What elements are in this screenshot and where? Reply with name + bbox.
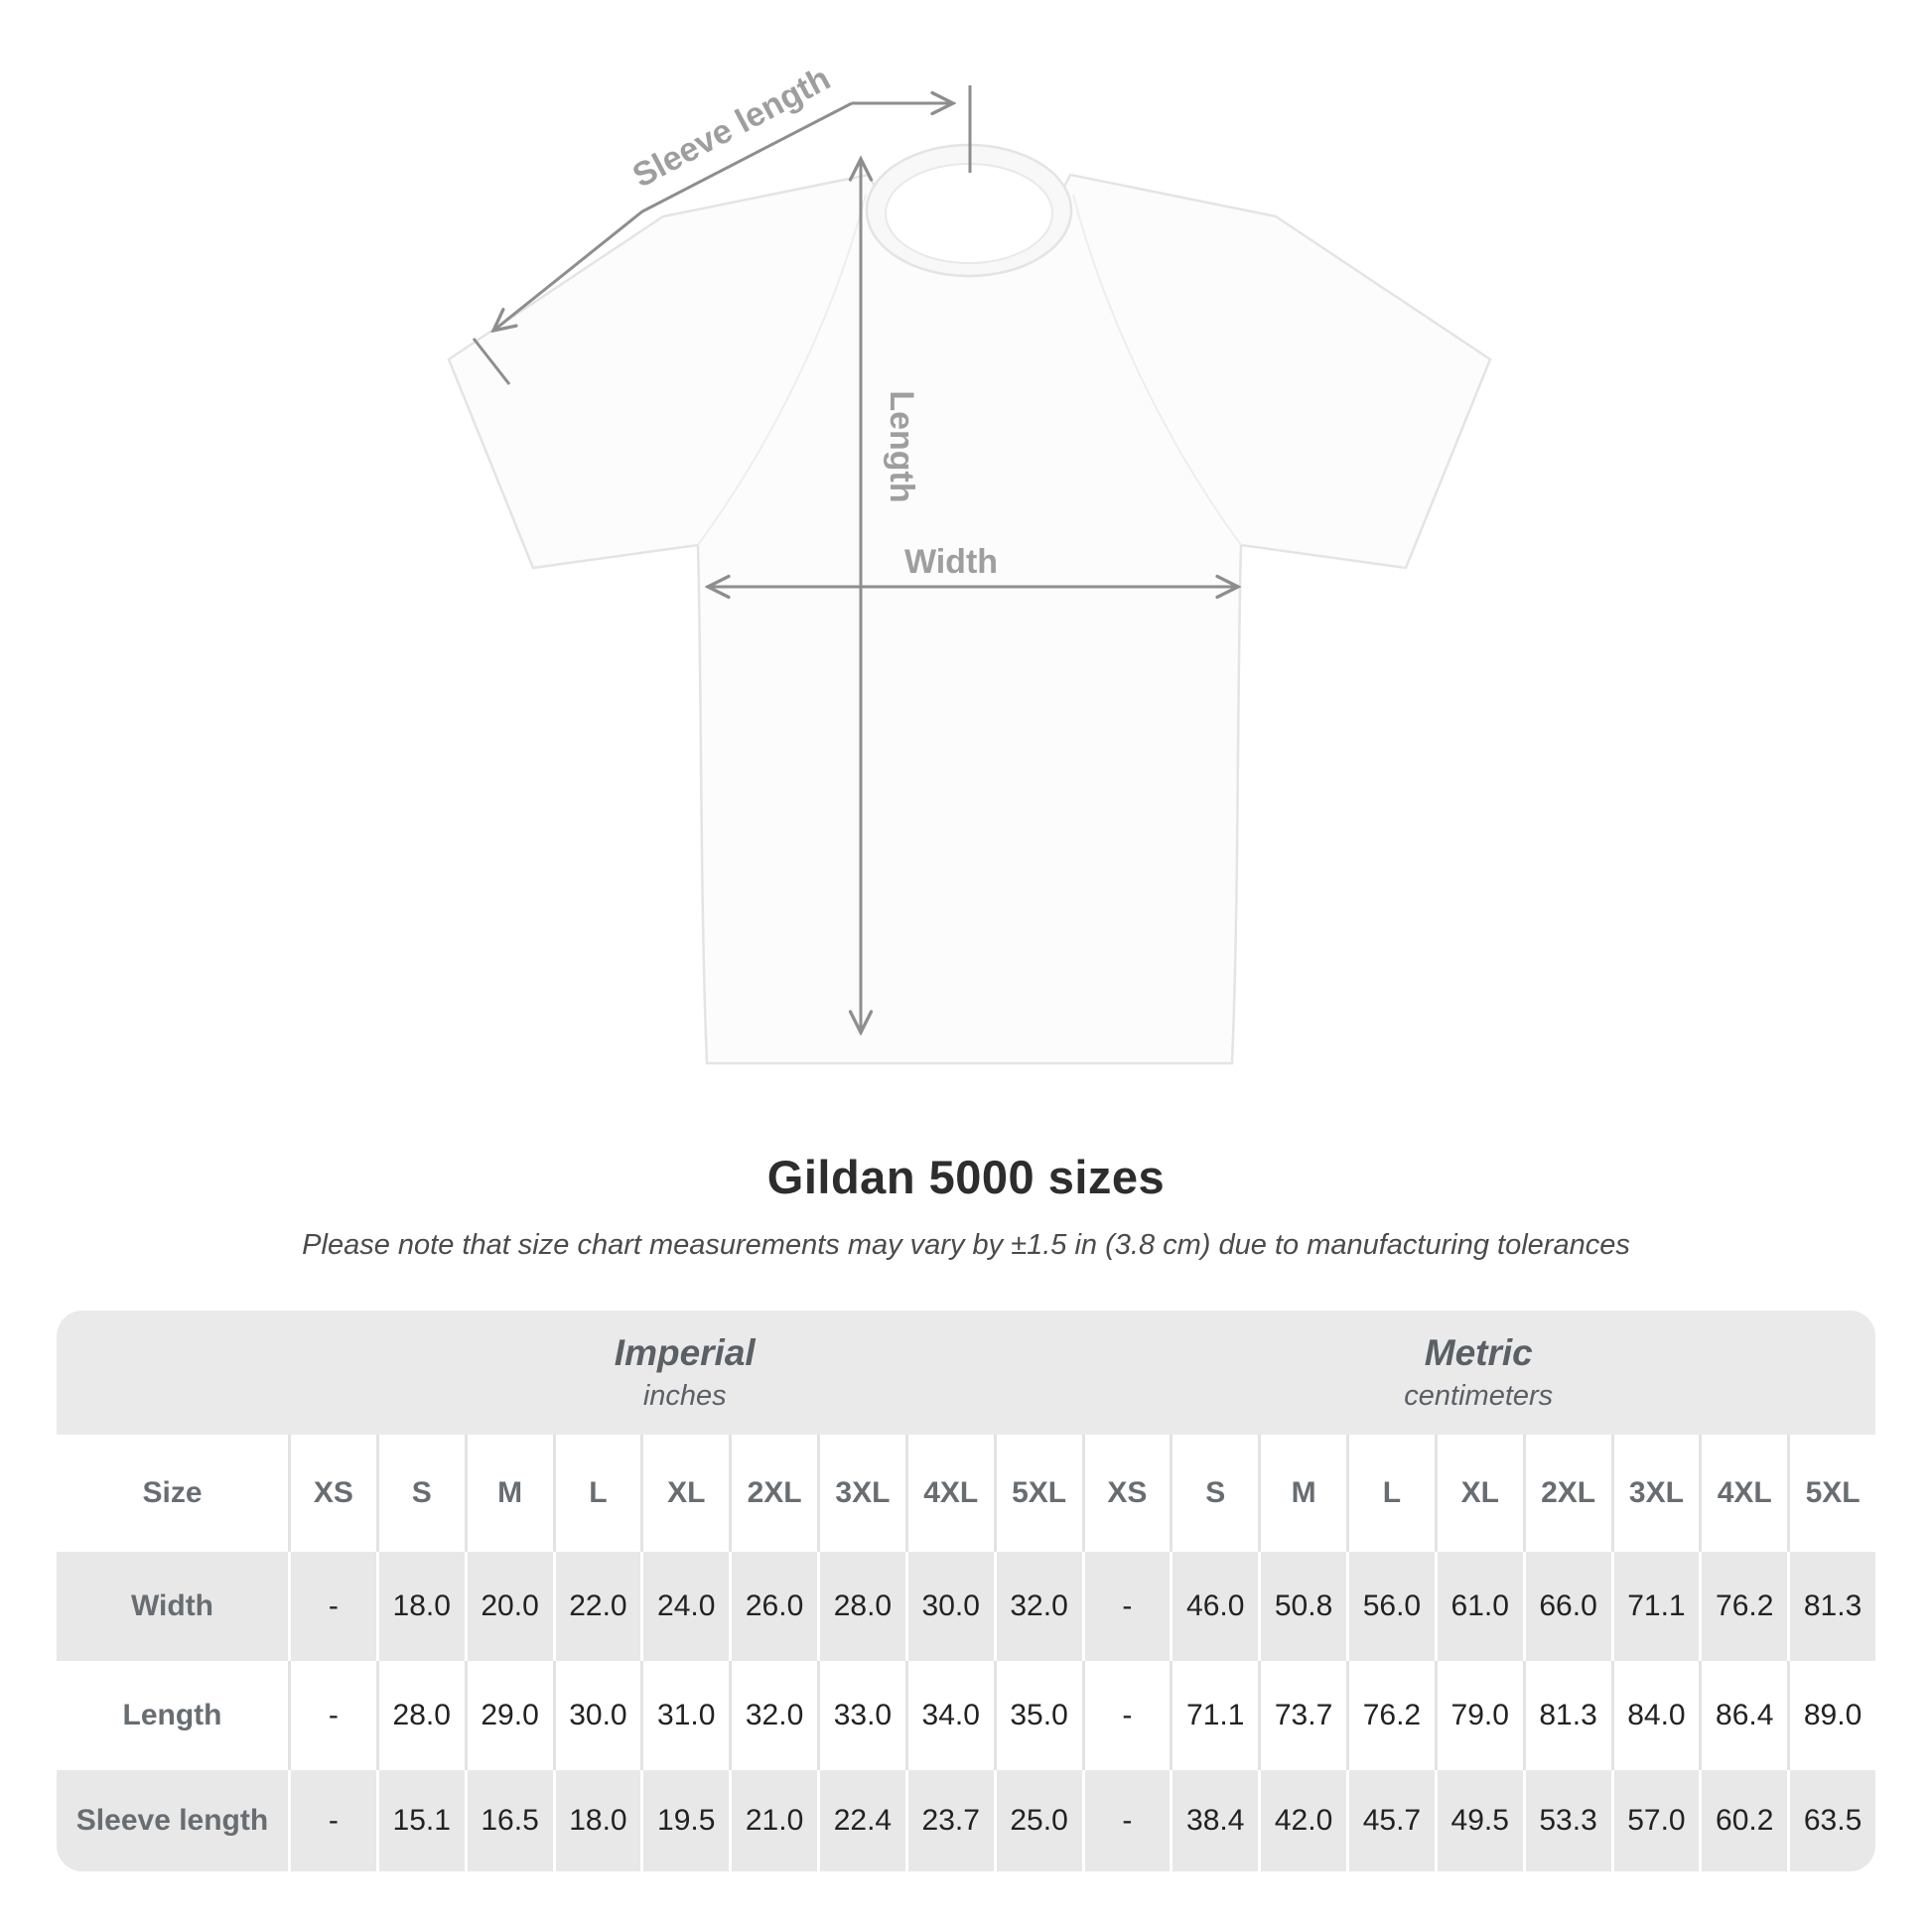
value-cell-metric: - xyxy=(1082,1661,1171,1770)
size-label-imperial-m: M xyxy=(465,1435,553,1552)
value-cell-metric: 60.2 xyxy=(1699,1770,1787,1871)
size-label-metric-xs: XS xyxy=(1082,1435,1171,1552)
size-header-row xyxy=(57,1435,1875,1552)
value-cell-metric: 45.7 xyxy=(1346,1770,1435,1871)
value-cell-imperial: 15.1 xyxy=(376,1770,465,1871)
size-label-metric-l: L xyxy=(1346,1435,1435,1552)
value-cell-imperial: 30.0 xyxy=(553,1661,641,1770)
value-cell-imperial: 23.7 xyxy=(905,1770,994,1871)
tolerance-note: Please note that size chart measurements may vary by ±1.5 in (3.8 cm) due to manufacturing tolerances xyxy=(302,1229,1630,1261)
size-label-imperial-3xl: 3XL xyxy=(817,1435,905,1552)
value-cell-imperial: 30.0 xyxy=(905,1552,994,1661)
table-row-width xyxy=(57,1552,1875,1661)
imperial-unit-header xyxy=(288,1311,1082,1435)
size-label-metric-2xl: 2XL xyxy=(1523,1435,1611,1552)
value-cell-metric: 73.7 xyxy=(1258,1661,1346,1770)
value-cell-metric: 71.1 xyxy=(1611,1552,1700,1661)
value-cell-imperial: - xyxy=(288,1770,376,1871)
size-label-metric-s: S xyxy=(1170,1435,1258,1552)
value-cell-imperial: 28.0 xyxy=(817,1552,905,1661)
value-cell-metric: 42.0 xyxy=(1258,1770,1346,1871)
value-cell-imperial: 33.0 xyxy=(817,1661,905,1770)
metric-label: Metric xyxy=(1424,1332,1533,1373)
value-cell-metric: 46.0 xyxy=(1170,1552,1258,1661)
value-cell-imperial: - xyxy=(288,1552,376,1661)
size-label-imperial-2xl: 2XL xyxy=(729,1435,817,1552)
value-cell-metric: 76.2 xyxy=(1699,1552,1787,1661)
value-cell-imperial: 28.0 xyxy=(376,1661,465,1770)
value-cell-imperial: 22.4 xyxy=(817,1770,905,1871)
size-header-cell: Size xyxy=(57,1435,288,1552)
value-cell-imperial: 22.0 xyxy=(553,1552,641,1661)
value-cell-imperial: 19.5 xyxy=(640,1770,729,1871)
size-label-imperial-s: S xyxy=(376,1435,465,1552)
value-cell-imperial: 16.5 xyxy=(465,1770,553,1871)
value-cell-imperial: 20.0 xyxy=(465,1552,553,1661)
value-cell-metric: 50.8 xyxy=(1258,1552,1346,1661)
size-label-metric-m: M xyxy=(1258,1435,1346,1552)
table-row-sleeve-length xyxy=(57,1770,1875,1871)
width-label: Width xyxy=(903,543,999,581)
row-label-cell: Length xyxy=(57,1661,288,1770)
value-cell-metric: 76.2 xyxy=(1346,1661,1435,1770)
value-cell-metric: 56.0 xyxy=(1346,1552,1435,1661)
value-cell-imperial: 32.0 xyxy=(994,1552,1082,1661)
unit-header-row xyxy=(57,1311,1875,1435)
value-cell-metric: 53.3 xyxy=(1523,1770,1611,1871)
size-label-imperial-l: L xyxy=(553,1435,641,1552)
value-cell-imperial: 18.0 xyxy=(376,1552,465,1661)
value-cell-metric: 49.5 xyxy=(1435,1770,1523,1871)
value-cell-metric: 81.3 xyxy=(1523,1661,1611,1770)
imperial-label: Imperial xyxy=(614,1332,756,1373)
page-title: Gildan 5000 sizes xyxy=(766,1151,1166,1203)
value-cell-metric: 81.3 xyxy=(1787,1552,1875,1661)
metric-unit: centimeters xyxy=(1404,1380,1554,1412)
value-cell-imperial: 34.0 xyxy=(905,1661,994,1770)
value-cell-imperial: 29.0 xyxy=(465,1661,553,1770)
value-cell-metric: 84.0 xyxy=(1611,1661,1700,1770)
value-cell-metric: 61.0 xyxy=(1435,1552,1523,1661)
length-label: Length xyxy=(883,390,920,503)
value-cell-imperial: 21.0 xyxy=(729,1770,817,1871)
value-cell-imperial: - xyxy=(288,1661,376,1770)
value-cell-metric: 79.0 xyxy=(1435,1661,1523,1770)
imperial-unit: inches xyxy=(642,1380,727,1412)
value-cell-imperial: 32.0 xyxy=(729,1661,817,1770)
sleeve-length-label: Sleeve length xyxy=(626,60,837,196)
value-cell-imperial: 24.0 xyxy=(640,1552,729,1661)
value-cell-imperial: 26.0 xyxy=(729,1552,817,1661)
value-cell-imperial: 18.0 xyxy=(553,1770,641,1871)
size-label-metric-5xl: 5XL xyxy=(1787,1435,1875,1552)
table-row-length xyxy=(57,1661,1875,1770)
size-label-metric-3xl: 3XL xyxy=(1611,1435,1700,1552)
metric-unit-header xyxy=(1082,1311,1876,1435)
size-label-imperial-5xl: 5XL xyxy=(994,1435,1082,1552)
size-label-imperial-xl: XL xyxy=(640,1435,729,1552)
size-label-metric-4xl: 4XL xyxy=(1699,1435,1787,1552)
value-cell-metric: 66.0 xyxy=(1523,1552,1611,1661)
value-cell-metric: 38.4 xyxy=(1170,1770,1258,1871)
value-cell-metric: - xyxy=(1082,1552,1171,1661)
value-cell-imperial: 35.0 xyxy=(994,1661,1082,1770)
value-cell-imperial: 25.0 xyxy=(994,1770,1082,1871)
value-cell-metric: - xyxy=(1082,1770,1171,1871)
row-label-cell: Width xyxy=(57,1552,288,1661)
size-table-grid xyxy=(57,1435,1875,1871)
value-cell-metric: 63.5 xyxy=(1787,1770,1875,1871)
size-label-imperial-4xl: 4XL xyxy=(905,1435,994,1552)
value-cell-imperial: 31.0 xyxy=(640,1661,729,1770)
value-cell-metric: 86.4 xyxy=(1699,1661,1787,1770)
value-cell-metric: 57.0 xyxy=(1611,1770,1700,1871)
size-label-imperial-xs: XS xyxy=(288,1435,376,1552)
value-cell-metric: 89.0 xyxy=(1787,1661,1875,1770)
value-cell-metric: 71.1 xyxy=(1170,1661,1258,1770)
tshirt-outline xyxy=(449,145,1490,1063)
row-label-cell: Sleeve length xyxy=(57,1770,288,1871)
size-label-metric-xl: XL xyxy=(1435,1435,1523,1552)
size-table xyxy=(57,1311,1875,1871)
